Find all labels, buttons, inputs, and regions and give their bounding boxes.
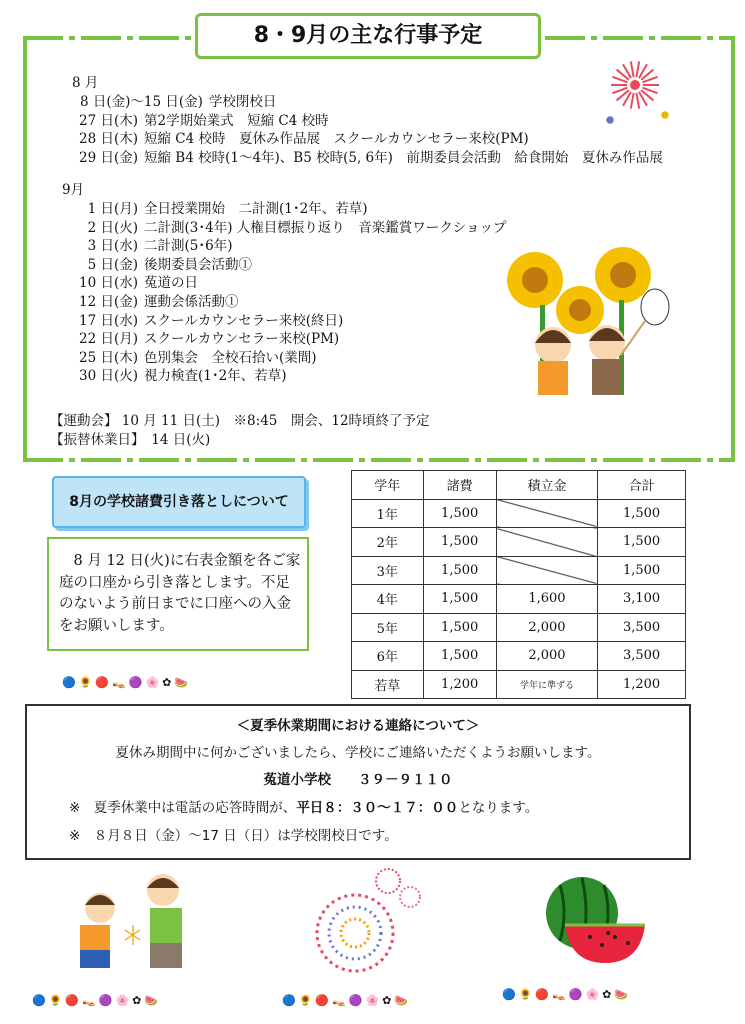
table-cell: 1,500	[423, 528, 496, 557]
table-header: 積立金	[496, 471, 597, 500]
table-header: 合計	[598, 471, 686, 500]
table-cell: 3,500	[598, 613, 686, 642]
table-row	[352, 499, 686, 528]
table-cell: 4年	[352, 585, 424, 614]
event-item	[72, 274, 506, 293]
event-date: 12 日(金)	[78, 293, 138, 310]
table-cell: 1,200	[423, 670, 496, 699]
table-cell: 1,500	[598, 556, 686, 585]
event-date: 29 日(金)	[78, 149, 138, 166]
event-text: 菟道の日	[144, 275, 198, 292]
september-event-list	[72, 200, 506, 386]
table-cell: 1,500	[423, 499, 496, 528]
summer-heading: ＜夏季休業期間における連絡について＞	[236, 718, 480, 734]
event-date: 10 日(水)	[78, 275, 138, 292]
event-text: 短縮 B4 校時(1～4年)、B5 校時(5, 6年) 前期委員会活動 給食開始 夏休み作品展	[144, 149, 663, 166]
table-cell: 1,600	[496, 585, 597, 614]
event-item	[72, 293, 506, 312]
august-label: 8 月	[72, 75, 99, 91]
event-text: スクールカウンセラー来校(終日)	[144, 312, 344, 329]
fee-notice-text: 8 月 12 日(火)に右表金額を各ご家庭の口座から引き落とします。不足のないよう前日までに口座への入金をお願いします。	[47, 537, 309, 651]
table-cell: 学年に準ずる	[496, 670, 597, 699]
event-text: 二計測(5･6年)	[144, 238, 233, 255]
sunflower-children-icon	[505, 245, 680, 395]
event-item	[72, 367, 506, 386]
event-text: 運動会係活動①	[144, 293, 239, 310]
september-label: 9月	[62, 182, 85, 198]
table-cell: 3年	[352, 556, 424, 585]
event-item	[72, 130, 663, 149]
summer-body: 夏休み期間中に何かございましたら、学校にご連絡いただくようお願いします。	[115, 745, 601, 761]
watermelon-icon	[540, 875, 650, 965]
table-cell: 1,200	[598, 670, 686, 699]
event-item	[72, 200, 506, 219]
event-text: 全日授業開始 二計測(1･2年、若草)	[144, 201, 368, 217]
table-row	[352, 528, 686, 557]
event-date: 3 日(水)	[87, 238, 138, 255]
event-text: スクールカウンセラー来校(PM)	[144, 331, 340, 348]
event-item	[72, 312, 506, 331]
event-date: 1 日(月)	[87, 201, 138, 217]
decorative-border-icon: 🔵🌻🔴👡🟣🌸✿🍉	[62, 676, 192, 689]
substitute-holiday-note: 【振替休業日】 14 日(火)	[50, 432, 211, 448]
table-cell: 1,500	[423, 642, 496, 671]
sports-day-note: 【運動会】 10 月 11 日(土) ※8:45 開会、12時頃終了予定	[50, 413, 430, 429]
table-cell: 1,500	[598, 499, 686, 528]
event-text: 後期委員会活動①	[144, 256, 252, 273]
table-cell: 1年	[352, 499, 424, 528]
event-date: 27 日(木)	[78, 112, 138, 129]
table-cell	[496, 528, 597, 557]
school-name: 菟道小学校	[263, 772, 331, 788]
event-item	[72, 112, 663, 131]
fee-table	[351, 470, 686, 699]
event-text: 第2学期始業式 短縮 C4 校時	[144, 112, 329, 129]
children-sparklers-icon	[65, 870, 200, 975]
event-text: 色別集会 全校石拾い(業間)	[144, 349, 317, 366]
august-event-list	[72, 93, 663, 167]
table-cell: 1,500	[423, 613, 496, 642]
decorative-border-icon: 🔵🌻🔴👡🟣🌸✿🍉	[502, 988, 632, 1001]
event-text: 短縮 C4 校時 夏休み作品展 スクールカウンセラー来校(PM)	[144, 131, 529, 148]
table-cell: 1,500	[423, 556, 496, 585]
event-date: 2 日(火)	[87, 219, 138, 236]
event-item	[72, 237, 506, 256]
table-row	[352, 556, 686, 585]
page-title: 8・9月の主な行事予定	[195, 13, 541, 59]
event-item	[72, 93, 663, 112]
event-date: 5 日(金)	[87, 256, 138, 273]
event-item	[72, 149, 663, 168]
table-row	[352, 613, 686, 642]
phone-hours-time: 平日８：３０～１７：００	[296, 800, 459, 816]
table-cell: 2,000	[496, 642, 597, 671]
table-cell	[496, 556, 597, 585]
school-phone: ３９－９１１０	[358, 772, 453, 788]
fee-notice-title: 8月の学校諸費引き落としについて	[52, 476, 306, 528]
table-header: 学年	[352, 471, 424, 500]
event-item	[72, 330, 506, 349]
table-row	[352, 642, 686, 671]
event-text: 視力検査(1･2年、若草)	[144, 368, 287, 385]
decorative-border-icon: 🔵🌻🔴👡🟣🌸✿🍉	[282, 994, 412, 1007]
event-item	[72, 349, 506, 368]
event-date: 8 日(金)〜15 日(金)	[80, 94, 203, 110]
event-date: 30 日(火)	[78, 368, 138, 385]
table-cell: 1,500	[423, 585, 496, 614]
summer-contact-box	[25, 704, 691, 860]
table-cell: 5年	[352, 613, 424, 642]
event-date: 22 日(月)	[78, 331, 138, 348]
phone-hours-note	[69, 796, 731, 816]
table-cell: 2,000	[496, 613, 597, 642]
table-cell: 3,100	[598, 585, 686, 614]
table-header: 諸費	[423, 471, 496, 500]
table-cell	[496, 499, 597, 528]
phone-hours-suffix: となります。	[458, 800, 539, 816]
table-cell: 6年	[352, 642, 424, 671]
table-cell: 3,500	[598, 642, 686, 671]
event-text: 二計測(3･4年) 人権目標振り返り 音楽鑑賞ワークショップ	[144, 219, 507, 236]
table-cell: 1,500	[598, 528, 686, 557]
table-row	[352, 670, 686, 699]
event-item	[72, 219, 506, 238]
decorative-border-icon: 🔵🌻🔴👡🟣🌸✿🍉	[32, 994, 162, 1007]
table-cell: 若草	[352, 670, 424, 699]
event-item	[72, 256, 506, 275]
school-contact	[27, 768, 689, 788]
event-date: 28 日(木)	[78, 131, 138, 148]
event-text: 学校閉校日	[208, 94, 277, 110]
fireworks-icon	[310, 865, 430, 975]
table-row	[352, 585, 686, 614]
phone-hours-prefix: ※ 夏季休業中は電話の応答時間が、	[69, 800, 297, 816]
event-date: 25 日(木)	[78, 349, 138, 366]
table-cell: 2年	[352, 528, 424, 557]
closure-note: ※ ８月８日（金）～17 日（日）は学校閉校日です。	[69, 828, 398, 844]
event-date: 17 日(水)	[78, 312, 138, 329]
